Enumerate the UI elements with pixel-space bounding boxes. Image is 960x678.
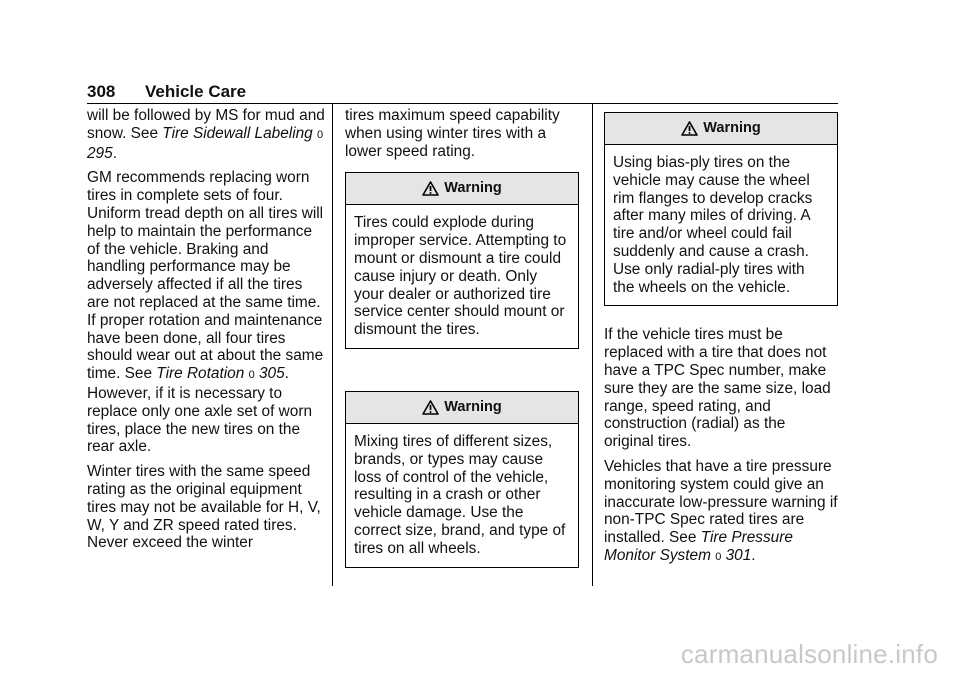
- column-divider: [592, 104, 593, 586]
- tire-rotation-link[interactable]: Tire Rotation 0 305: [156, 365, 285, 383]
- warning-body: Using bias-ply tires on the vehicle may cause the wheel rim flanges to develop cracks after many miles of driving. A tire and/or wheel could fail suddenly and cause a crash. Use only radial-ply tires with the wheels on the vehicle.: [613, 154, 813, 296]
- column-3: [604, 112, 838, 574]
- paragraph: tires maximum speed capability when using winter tires with a lower speed rating.: [345, 107, 560, 160]
- paragraph: Vehicles that have a tire pressure monitoring system could give an inaccurate low-pressure warning if non-TPC Spec rated tires are installed. See Tire Pressure Monitor System 0 301.: [604, 457, 838, 564]
- watermark: carmanualsonline.info: [680, 639, 938, 669]
- warning-box: [345, 172, 579, 349]
- section-title: Vehicle Care: [145, 82, 247, 101]
- tire-sidewall-labeling-link[interactable]: Tire Sidewall Labeling 0 295: [87, 124, 324, 162]
- paragraph: will be followed by MS for mud and snow. See Tire Sidewall Labeling 0 295.: [87, 107, 325, 162]
- warning-title: Warning: [703, 119, 761, 136]
- warning-title: Warning: [444, 398, 502, 415]
- warning-body: Mixing tires of different sizes, brands, or types may cause loss of control of the vehicle, resulting in a crash or other vehicle damage. Use the correct size, brand, and type of tires on all wheels.: [354, 432, 566, 557]
- warning-header: [605, 113, 837, 145]
- warning-header: [346, 173, 578, 205]
- page-arrow-icon: 0: [317, 128, 324, 141]
- paragraph: Winter tires with the same speed rating as the original equipment tires may not be available for H, V, W, Y and ZR speed rated tires. Never exceed the winter: [87, 463, 321, 552]
- page-number: 308: [87, 82, 116, 101]
- page-arrow-icon: 0: [715, 550, 722, 563]
- paragraph: GM recommends replacing worn tires in complete sets of four. Uniform tread depth on all tires will help to maintain the performance of the vehicle. Braking and handling performance may be adversely affected if all the tires are not replaced at the same time.: [87, 169, 324, 311]
- warning-box: [604, 112, 838, 306]
- paragraph: If the vehicle tires must be replaced with a tire that does not have a TPC Spec number, make sure they are the same size, load range, speed rating, and construction (radial) as the original tires.: [604, 326, 831, 451]
- warning-box: [345, 391, 579, 568]
- header-rule: [87, 103, 838, 104]
- tire-pressure-monitor-link[interactable]: Tire Pressure Monitor System 0 301: [604, 529, 793, 564]
- page-header: [87, 82, 246, 102]
- column-2: [345, 107, 579, 568]
- page-arrow-icon: 0: [248, 369, 255, 382]
- warning-title: Warning: [444, 179, 502, 196]
- warning-body: Tires could explode during improper service. Attempting to mount or dismount a tire could cause injury or death. Only your dealer or authorized tire service center should mount or dismount the tires.: [354, 214, 567, 339]
- warning-triangle-icon: [422, 181, 439, 196]
- column-1: [87, 107, 327, 559]
- warning-triangle-icon: [422, 400, 439, 415]
- warning-triangle-icon: [681, 121, 698, 136]
- column-divider: [332, 104, 333, 586]
- warning-header: [346, 392, 578, 424]
- paragraph: If proper rotation and maintenance have been done, all four tires should wear out at about the same time. See Tire Rotation 0 305. However, if it is necessary to replace only one axle set of worn tires, place the new tires on the rear axle.: [87, 311, 324, 456]
